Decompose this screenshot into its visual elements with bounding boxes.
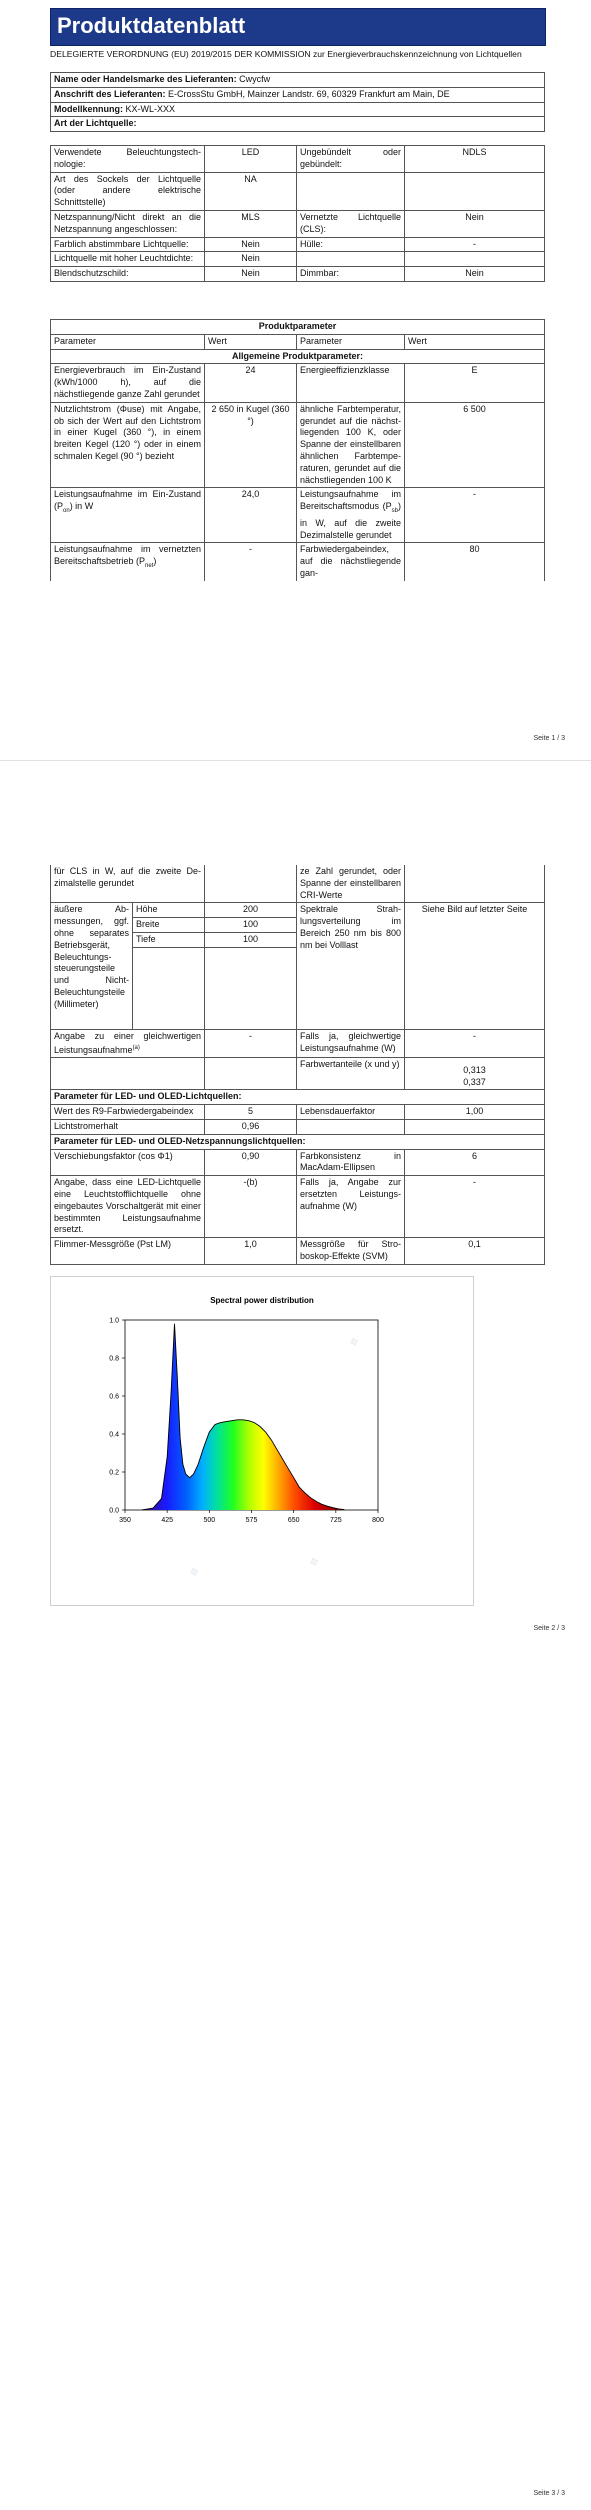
- cri-value-continued: [405, 865, 545, 903]
- r9-label: Wert des R9-Farbwiedergabeindex: [51, 1105, 205, 1120]
- flicker-label: Flimmer-Messgröße (Pst LM): [51, 1238, 205, 1265]
- param-label-left: Nutzlichtstrom (Φuse) mit Angabe, ob sich der Wert auf den Lichtstrom in einer Kugel (360 °), in einem breiten Kegel (120 °) oder in einem schmalen Kegel (90 °) bezieht: [51, 402, 205, 488]
- general-param-row: [51, 364, 545, 402]
- lifetime-factor-label: Lebensdauerfaktor: [297, 1105, 405, 1120]
- light-source-type-table: [50, 145, 545, 282]
- param-label-right: ähnliche Farbtemperatur, gerundet auf die nächstliegenden 100 K, oder Spanne der einstellbaren ähnlichen Farbtemperaturen, gerundet auf die nächstliegenden 100 K: [297, 402, 405, 488]
- replaced-power-label: Falls ja, Angabe zur ersetzten Leistungsaufnahme (W): [297, 1176, 405, 1238]
- chromaticity-label: Farbwertanteile (x und y): [297, 1058, 405, 1090]
- param-label-left: Leistungsaufnahme im vernetzten Bereitschaftsbetrieb $(P_{net})$: [51, 543, 205, 581]
- cls-standby-value: [205, 865, 297, 903]
- regulation-text: DELEGIERTE VERORDNUNG (EU) 2019/2015 DER KOMMISSION zur Energieverbrauchskennzeichnung von Lichtquellen: [50, 49, 522, 59]
- type-label-right: Ungebündelt oder gebündelt:: [297, 146, 405, 173]
- model-row: Modellkennung: KX-WL-XXX: [51, 102, 545, 117]
- type-label-right: [297, 172, 405, 210]
- param-value-right: -: [405, 488, 545, 543]
- empty-cell: [405, 1119, 545, 1134]
- type-label-left: Lichtquelle mit hoher Leuchtdichte:: [51, 252, 205, 267]
- dimension-value: 200: [205, 903, 297, 918]
- fluorescent-replacement-value: -(b): [205, 1176, 297, 1238]
- type-label-right: [297, 252, 405, 267]
- col-header-parameter: Parameter: [51, 334, 205, 349]
- type-label-right: Hülle:: [297, 237, 405, 252]
- spectrum-series: [142, 1324, 344, 1510]
- y-tick-label: 0.0: [109, 1507, 119, 1515]
- type-value-right: NDLS: [405, 146, 545, 173]
- type-value-left: MLS: [205, 210, 297, 237]
- y-tick-label: 0.8: [109, 1355, 119, 1363]
- page-divider: [0, 760, 591, 761]
- type-label-left: Verwendete Beleuchtungstechnologie:: [51, 146, 205, 173]
- dimension-spacer: [133, 947, 205, 1029]
- cri-label-continued: ze Zahl gerundet, oder Spanne der einstellbaren CRI-Werte: [297, 865, 405, 903]
- lumen-maintenance-label: Lichtstromerhalt: [51, 1119, 205, 1134]
- empty-cell: [51, 1058, 205, 1090]
- param-value-right: E: [405, 364, 545, 402]
- colour-consistency-label: Farbkonsistenz in MacAdam-Ellipsen: [297, 1149, 405, 1176]
- chart-title: Spectral power distribution: [210, 1296, 314, 1305]
- page-number: Seite 3 / 3: [533, 2490, 565, 2497]
- spectral-chart-image: [50, 1276, 474, 1606]
- section-title: Produktparameter: [51, 320, 545, 335]
- col-header-value: Wert: [205, 334, 297, 349]
- fluorescent-replacement-label: Angabe, dass eine LED-Lichtquelle eine Leuchtstofflichtquelle ohne eingebautes Vorschaltgerät mit einer bestimmten Leistungsaufnahme ersetzt.: [51, 1176, 205, 1238]
- equivalent-power-label: Angabe zu einer gleichwertigen Leistungsaufnahme$^{(a)}$: [51, 1029, 205, 1058]
- dimension-value: 100: [205, 918, 297, 933]
- spectral-label: Spektrale Strahlungsverteilung im Bereich 250 nm bis 800 nm bei Volllast: [297, 903, 405, 1029]
- spectral-power-chart: [51, 1277, 473, 1605]
- general-param-row: [51, 488, 545, 543]
- dimension-key: Breite: [133, 918, 205, 933]
- watermark: ✥: [188, 1565, 201, 1580]
- y-tick-label: 0.6: [109, 1393, 119, 1401]
- dimension-value: 100: [205, 932, 297, 947]
- type-row: [51, 252, 545, 267]
- equivalent-power-watt-value: -: [405, 1029, 545, 1058]
- type-row: [51, 267, 545, 282]
- type-value-right: -: [405, 237, 545, 252]
- col-header-value: Wert: [405, 334, 545, 349]
- mains-params-title: Parameter für LED- und OLED-Netzspannungslichtquellen:: [51, 1134, 545, 1149]
- y-tick-label: 0.2: [109, 1469, 119, 1477]
- page-1: [0, 0, 591, 752]
- param-value-right: 80: [405, 543, 545, 581]
- type-row: [51, 210, 545, 237]
- supplier-table: [50, 72, 545, 132]
- param-value-left: -: [205, 543, 297, 581]
- page-number: Seite 1 / 3: [533, 735, 565, 742]
- type-value-right: Nein: [405, 210, 545, 237]
- x-tick-label: 575: [245, 1517, 258, 1524]
- spectral-value: Siehe Bild auf letzter Seite: [405, 903, 545, 1029]
- param-value-left: 24,0: [205, 488, 297, 543]
- lumen-maintenance-value: 0,96: [205, 1119, 297, 1134]
- led-params-title: Parameter für LED- und OLED-Lichtquellen:: [51, 1090, 545, 1105]
- type-row: [51, 172, 545, 210]
- y-tick-label: 0.4: [109, 1431, 119, 1439]
- displacement-factor-value: 0,90: [205, 1149, 297, 1176]
- type-label-left: Art des Sockels der Lichtquelle (oder andere elektrische Schnittstelle): [51, 172, 205, 210]
- colour-consistency-value: 6: [405, 1149, 545, 1176]
- param-value-right: 6 500: [405, 402, 545, 488]
- dimensions-label: äußere Abmessungen, ggf. ohne separates Betriebsgerät, Beleuchtungssteuerungsteile und Nicht-Beleuchtungsteile (Millimeter): [51, 903, 133, 1029]
- y-tick-label: 1.0: [109, 1317, 119, 1325]
- param-label-left: Leistungsaufnahme im Ein-Zustand $(P_{on})$ in W: [51, 488, 205, 543]
- page-number: Seite 2 / 3: [533, 1625, 565, 1632]
- type-value-left: Nein: [205, 252, 297, 267]
- type-value-right: [405, 252, 545, 267]
- type-row: [51, 237, 545, 252]
- equivalent-power-value: -: [205, 1029, 297, 1058]
- displacement-factor-label: Verschiebungsfaktor (cos Φ1): [51, 1149, 205, 1176]
- param-label-right: Farbwiedergabeindex, auf die nächstliegende gan-: [297, 543, 405, 581]
- dimension-key: Tiefe: [133, 932, 205, 947]
- stroboscopic-label: Messgröße für Stroboskop-Effekte (SVM): [297, 1238, 405, 1265]
- empty-cell: [205, 1058, 297, 1090]
- x-tick-label: 500: [203, 1517, 216, 1524]
- type-value-left: Nein: [205, 267, 297, 282]
- type-heading: Art der Lichtquelle:: [51, 117, 545, 132]
- type-label-left: Netzspannung/Nicht direkt an die Netzspannung angeschlossen:: [51, 210, 205, 237]
- dimension-spacer: [205, 947, 297, 1029]
- type-value-left: NA: [205, 172, 297, 210]
- x-tick-label: 425: [161, 1517, 174, 1524]
- product-parameters-table: [50, 319, 545, 581]
- spectrum-fill: [142, 1324, 344, 1510]
- watermark: ✥: [348, 1335, 361, 1350]
- empty-cell: [297, 1119, 405, 1134]
- x-tick-label: 650: [287, 1517, 300, 1524]
- document-title: Produktdatenblatt: [57, 13, 246, 38]
- param-value-left: 2 650 in Kugel (360 °): [205, 402, 297, 488]
- brand-row: Name oder Handelsmarke des Lieferanten: Cwycfw: [51, 73, 545, 88]
- type-value-right: Nein: [405, 267, 545, 282]
- equivalent-power-watt-label: Falls ja, gleichwertige Leistungsaufnahme (W): [297, 1029, 405, 1058]
- col-header-parameter: Parameter: [297, 334, 405, 349]
- param-label-right: Leistungsaufnahme im Bereitschaftsmodus $(P_{sb})$ in W, auf die zweite Dezimalstelle gerundet: [297, 488, 405, 543]
- type-value-left: Nein: [205, 237, 297, 252]
- general-param-row: [51, 543, 545, 581]
- stroboscopic-value: 0,1: [405, 1238, 545, 1265]
- x-tick-label: 800: [372, 1517, 384, 1524]
- flicker-value: 1,0: [205, 1238, 297, 1265]
- cls-standby-label: für CLS in W, auf die zweite Dezimalstelle gerundet: [51, 865, 205, 903]
- address-row: Anschrift des Lieferanten: E-CrossStu GmbH, Mainzer Landstr. 69, 60329 Frankfurt am Main, DE: [51, 87, 545, 102]
- type-label-left: Blendschutzschild:: [51, 267, 205, 282]
- watermark: ✥: [308, 1555, 321, 1570]
- param-label-right: Energieeffizienzklasse: [297, 364, 405, 402]
- general-param-row: [51, 402, 545, 488]
- document-title-banner: [50, 8, 546, 46]
- product-parameters-continued-table: [50, 865, 545, 1265]
- r9-value: 5: [205, 1105, 297, 1120]
- dimension-key: Höhe: [133, 903, 205, 918]
- lifetime-factor-value: 1,00: [405, 1105, 545, 1120]
- type-value-right: [405, 172, 545, 210]
- x-tick-label: 725: [329, 1517, 342, 1524]
- param-label-left: Energieverbrauch im Ein-Zustand (kWh/1000 h), auf die nächstliegende ganze Zahl gerundet: [51, 364, 205, 402]
- type-label-right: Vernetzte Lichtquelle (CLS):: [297, 210, 405, 237]
- type-label-left: Farblich abstimmbare Lichtquelle:: [51, 237, 205, 252]
- type-row: [51, 146, 545, 173]
- type-label-right: Dimmbar:: [297, 267, 405, 282]
- general-params-title: Allgemeine Produktparameter:: [51, 349, 545, 364]
- type-value-left: LED: [205, 146, 297, 173]
- x-tick-label: 350: [119, 1517, 131, 1524]
- chromaticity-value: 0,313 0,337: [405, 1058, 545, 1090]
- replaced-power-value: -: [405, 1176, 545, 1238]
- param-value-left: 24: [205, 364, 297, 402]
